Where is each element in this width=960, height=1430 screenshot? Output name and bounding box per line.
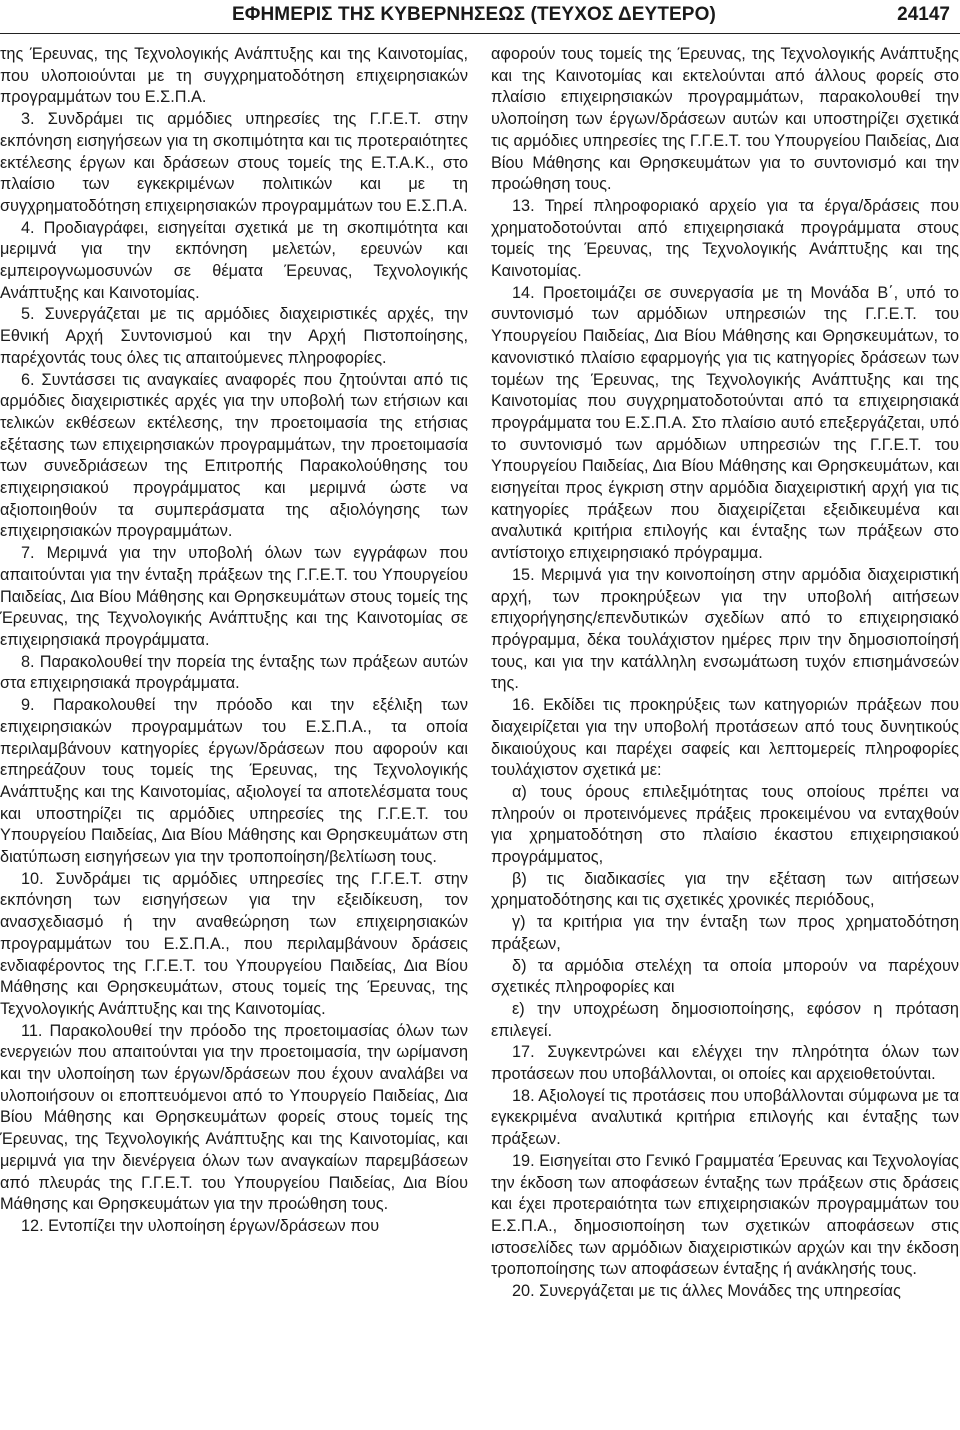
paragraph: 17. Συγκεντρώνει και ελέγχει την πληρότητα όλων των προτάσεων που υποβάλλονται, οι οποίες και αρχειοθετούνται. [491,1043,959,1084]
paragraph: ε) την υποχρέωση δημοσιοποίησης, εφόσον η πρόταση επιλεγεί. [491,999,959,1040]
header-divider [0,33,960,34]
paragraph: 12. Εντοπίζει την υλοποίηση έργων/δράσεων που [21,1216,380,1235]
paragraph: 4. Προδιαγράφει, εισηγείται σχετικά με τη σκοπιμότητα και μεριμνά για την εκπόνηση μελετών, ερευνών και εμπειρογνωμοσυνών σε θέματα Έρευνας, Τεχνολογικής Ανάπτυξης και Καινοτομίας. [0,218,468,302]
paragraph: 11. Παρακολουθεί την πρόοδο της προετοιμασίας όλων των ενεργειών που απαιτούνται για την προετοιμασία, την ωρίμανση και την υλοποίηση των έργων/δράσεων που έχουν αναλάβει να υλοποιήσουν οι εποπτευόμενοι από το Υπουργείο Παιδείας, Δια Βίου Μάθησης και Θρησκευμάτων φορείς στους τομείς της Έρευνας, της Τεχνολογικής Ανάπτυξης και της Καινοτομίας, και μεριμνά για την διενέργεια όλων των αναγκαίων παρεμβάσεων από πλευράς της Γ.Γ.Ε.Τ. του Υπουργείου Παιδείας, Δια Βίου Μάθησης και Θρησκευμάτων για την προώθηση τους. [0,1021,468,1214]
paragraph: 18. Αξιολογεί τις προτάσεις που υποβάλλονται σύμφωνα με τα εγκεκριμένα αναλυτικά κριτήρια επιλογής και ένταξης των πράξεων. [491,1086,959,1149]
paragraph: 14. Προετοιμάζει σε συνεργασία με τη Μονάδα Β΄, υπό το συντονισμό των αρμόδιων υπηρεσιών της Γ.Γ.Ε.Τ. του Υπουργείου Παιδείας, Δια Βίου Μάθησης και Θρησκευμάτων, το κανονιστικό πλαίσιο εφαρμογής για τις κατηγορίες δράσεων των τομέων της Έρευνας, της Τεχνολογικής Ανάπτυξης και της Καινοτομίας που συγχρηματοδοτούνται από τα επιχειρησιακά προγράμματα του Ε.Σ.Π.Α. Στο πλαίσιο αυτό επεξεργάζεται, υπό το συντονισμό των αρμόδιων υπηρεσιών της Γ.Γ.Ε.Τ. του Υπουργείου Παιδείας, Δια Βίου Μάθησης και Θρησκευμάτων, και εισηγείται προς έγκριση στην αρμόδια διαχειριστική αρχή για τις κατηγορίες πράξεων που διαχειρίζεται εξειδικευμένα και αναλυτικά κριτήρια επιλογής και ένταξης των πράξεων στο αντίστοιχο επιχειρησιακό πρόγραμμα. [491,283,959,563]
paragraph: 15. Μεριμνά για την κοινοποίηση στην αρμόδια διαχειριστική αρχή, των προκηρύξεων για την υποβολή αιτήσεων επιχορήγησης/επενδυτικών σχεδίων από το επιχειρησιακό πρόγραμμα, δέκα τουλάχιστον ημέρες πριν την δημοσιοποίησή τους, και για την κατάλληλη ενσωμάτωση τυχόν επισημάνσεών της. [491,565,959,693]
paragraph: αφορούν τους τομείς της Έρευνας, της Τεχνολογικής Ανάπτυξης και της Καινοτομίας και εκτελούνται από άλλους φορείς στο πλαίσιο επιχειρησιακών προγραμμάτων, παρακολουθεί την υλοποίηση των έργων/δράσεων αυτών και υποστηρίζει σχετικά τις αρμόδιες υπηρεσίες της Γ.Γ.Ε.Τ. του Υπουργείου Παιδείας, Δια Βίου Μάθησης και Θρησκευμάτων για το συντονισμό και την προώθηση τους. [491,45,959,194]
paragraph: 3. Συνδράμει τις αρμόδιες υπηρεσίες της Γ.Γ.Ε.Τ. στην εκπόνηση εισηγήσεων για τη σκοπιμότητα και τις προτεραιότητες εκτέλεσης έργων και δράσεων στους τομείς της Ε.Τ.Α.Κ., στο πλαίσιο των εγκεκριμένων πολιτικών και με τη συγχρηματοδότηση επιχειρησιακών προγραμμάτων του Ε.Σ.Π.Α. [0,110,468,215]
paragraph: 7. Μεριμνά για την υποβολή όλων των εγγράφων που απαιτούνται για την ένταξη πράξεων της Γ.Γ.Ε.Τ. του Υπουργείου Παιδείας, Δια Βίου Μάθησης και Θρησκευμάτων στους τομείς της Έρευνας, της Τεχνολογικής Ανάπτυξης και της Καινοτομίας σε επιχειρησιακά προγράμματα. [0,544,468,649]
paragraph: δ) τα αρμόδια στελέχη τα οποία μπορούν να παρέχουν σχετικές πληροφορίες και [491,956,959,997]
paragraph: 9. Παρακολουθεί την πρόοδο και την εξέλιξη των επιχειρησιακών προγραμμάτων του Ε.Σ.Π.Α., τα οποία περιλαμβάνουν κατηγορίες έργων/δράσεων που αφορούν και επηρεάζουν τους τομείς της Έρευνας, της Τεχνολογικής Ανάπτυξης και της Καινοτομίας, αξιολογεί τα αποτελέσματα τους και υποστηρίζει τις αρμόδιες υπηρεσίες της Γ.Γ.Ε.Τ. του Υπουργείου Παιδείας, Δια Βίου Μάθησης και Θρησκευμάτων στη διατύπωση εισηγήσεων για την τροποποίηση/βελτίωση τους. [0,696,468,867]
left-column [0,44,468,1428]
page-header [0,0,960,40]
paragraph: α) τους όρους επιλεξιμότητας τους οποίους πρέπει να πληρούν οι προτεινόμενες πράξεις προκειμένου να ενταχθούν για χρηματοδότηση στο πλαίσιο έκαστου επιχειρησιακού προγράμματος, [491,782,959,867]
paragraph: της Έρευνας, της Τεχνολογικής Ανάπτυξης και της Καινοτομίας, που υλοποιούνται με τη συγχρηματοδότηση επιχειρησιακών προγραμμάτων του Ε.Σ.Π.Α. [0,45,468,107]
paragraph: 16. Εκδίδει τις προκηρύξεις των κατηγοριών πράξεων που διαχειρίζεται για την υποβολή προτάσεων από τους δυνητικούς δικαιούχους και παρέχει σαφείς και λεπτομερείς πληροφορίες τουλάχιστον σχετικά με: [491,696,959,780]
paragraph: γ) τα κριτήρια για την ένταξη των προς χρηματοδότηση πράξεων, [491,913,959,953]
page-number: 24147 [897,4,950,25]
paragraph: 19. Εισηγείται στο Γενικό Γραμματέα Έρευνας και Τεχνολογίας την έκδοση των αποφάσεων ένταξης των πράξεων στις δράσεις και έχει προτεραιότητα των επιχειρησιακών προγραμμάτων του Ε.Σ.Π.Α., δημοσιοποίηση των σχετικών αποφάσεων στις ιστοσελίδες των αρμόδιων διαχειριστικών αρχών και την έκδοση τροποποίησης των αποφάσεων ένταξης ή ανάκλησής τους. [491,1151,959,1279]
paragraph: 8. Παρακολουθεί την πορεία της ένταξης των πράξεων αυτών στα επιχειρησιακά προγράμματα. [0,652,468,693]
paragraph: 20. Συνεργάζεται με τις άλλες Μονάδες της υπηρεσίας [512,1282,901,1301]
paragraph: 13. Τηρεί πληροφοριακό αρχείο για τα έργα/δράσεις που χρηματοδοτούνται από επιχειρησιακά προγράμματα στους τομείς της Έρευνας, της Τεχνολογικής Ανάπτυξης και της Καινοτομίας. [491,196,959,281]
paragraph: 6. Συντάσσει τις αναγκαίες αναφορές που ζητούνται από τις αρμόδιες διαχειριστικές αρχές για την υποβολή των ετήσιων και τελικών εκθέσεων εκτέλεσης, την προετοιμασία της ετήσιας εξέτασης των επιχειρησιακών προγραμμάτων, την προετοιμασία των συνεδριάσεων της Επιτροπής Παρακολούθησης του επιχειρησιακού προγράμματος και μεριμνά ώστε να αξιοποιηθούν τα συμπεράσματα της αξιολόγησης των επιχειρησιακών προγραμμάτων. [0,370,468,541]
paragraph: 10. Συνδράμει τις αρμόδιες υπηρεσίες της Γ.Γ.Ε.Τ. στην εκπόνηση των εισηγήσεων για την εξειδίκευση, τον ανασχεδιασμό ή την αναθεώρηση των επιχειρησιακών προγραμμάτων του Ε.Σ.Π.Α., που περιλαμβάνουν δράσεις ενδιαφέροντος της Γ.Γ.Ε.Τ. του Υπουργείου Παιδείας, Δια Βίου Μάθησης και Θρησκευμάτων, στους τομείς της Έρευνας, της Τεχνολογικής Ανάπτυξης και της Καινοτομίας. [0,869,468,1018]
right-column [491,44,959,1428]
gazette-title: ΕΦΗΜΕΡΙΣ ΤΗΣ ΚΥΒΕΡΝΗΣΕΩΣ (ΤΕΥΧΟΣ ΔΕΥΤΕΡΟ) [232,4,716,25]
paragraph: β) τις διαδικασίες για την εξέταση των αιτήσεων χρηματοδότησης και τις σχετικές χρονικές περιόδους, [491,869,959,910]
paragraph: 5. Συνεργάζεται με τις αρμόδιες διαχειριστικές αρχές, την Εθνική Αρχή Συντονισμού και την Αρχή Πιστοποίησης, παρέχοντάς τους όλες τις απαιτούμενες πληροφορίες. [0,305,468,367]
